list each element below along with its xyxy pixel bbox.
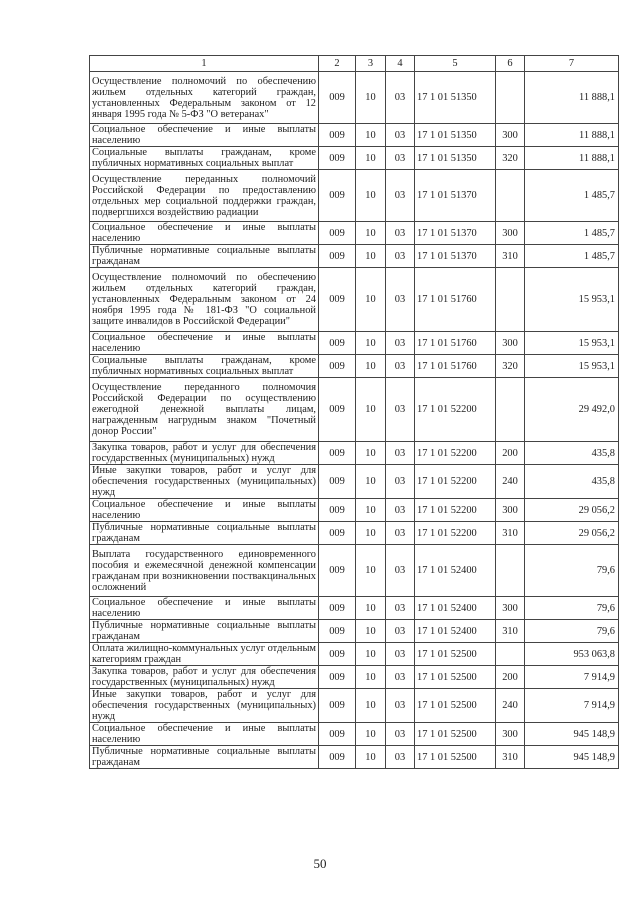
row-name: Публичные нормативные социальные выплаты гражданам [90, 245, 319, 268]
amount-value: 15 953,1 [525, 332, 619, 355]
subsection-code: 03 [386, 222, 415, 245]
expense-type-code: 300 [496, 597, 525, 620]
subsection-code: 03 [386, 499, 415, 522]
section-code: 10 [356, 746, 386, 769]
column-header: 7 [525, 56, 619, 72]
target-article-code: 17 1 01 51350 [415, 72, 496, 124]
column-header: 1 [90, 56, 319, 72]
grbs-code: 009 [319, 124, 356, 147]
row-name: Осуществление переданных полномочий Российской Федерации по предоставлению отдельных мер социальной поддержки граждан, подвергшихся воздействию радиации [90, 170, 319, 222]
row-name: Социальные выплаты гражданам, кроме публичных нормативных социальных выплат [90, 147, 319, 170]
section-code: 10 [356, 245, 386, 268]
section-code: 10 [356, 222, 386, 245]
expense-type-code: 200 [496, 442, 525, 465]
section-code: 10 [356, 268, 386, 332]
row-name: Иные закупки товаров, работ и услуг для обеспечения государственных (муниципальных) нужд [90, 465, 319, 499]
amount-value: 435,8 [525, 442, 619, 465]
amount-value: 945 148,9 [525, 746, 619, 769]
subsection-code: 03 [386, 522, 415, 545]
table-row [90, 378, 619, 442]
grbs-code: 009 [319, 378, 356, 442]
expense-type-code [496, 72, 525, 124]
subsection-code: 03 [386, 378, 415, 442]
subsection-code: 03 [386, 245, 415, 268]
grbs-code: 009 [319, 170, 356, 222]
row-name: Осуществление полномочий по обеспечению жильем отдельных категорий граждан, установленных Федеральным законом от 24 ноября 1995 года № 181-ФЗ "О социальной защите инвалидов в Российской Федерации" [90, 268, 319, 332]
expense-type-code [496, 170, 525, 222]
target-article-code: 17 1 01 52500 [415, 746, 496, 769]
expense-type-code: 200 [496, 666, 525, 689]
expense-type-code: 300 [496, 499, 525, 522]
header-row [90, 56, 619, 72]
amount-value: 79,6 [525, 597, 619, 620]
amount-value: 79,6 [525, 545, 619, 597]
target-article-code: 17 1 01 52200 [415, 442, 496, 465]
grbs-code: 009 [319, 355, 356, 378]
section-code: 10 [356, 499, 386, 522]
table-row [90, 355, 619, 378]
amount-value: 1 485,7 [525, 170, 619, 222]
target-article-code: 17 1 01 51370 [415, 245, 496, 268]
target-article-code: 17 1 01 51370 [415, 170, 496, 222]
grbs-code: 009 [319, 245, 356, 268]
expense-type-code: 310 [496, 522, 525, 545]
subsection-code: 03 [386, 545, 415, 597]
amount-value: 29 056,2 [525, 522, 619, 545]
column-header: 2 [319, 56, 356, 72]
grbs-code: 009 [319, 597, 356, 620]
section-code: 10 [356, 545, 386, 597]
row-name: Социальное обеспечение и иные выплаты населению [90, 499, 319, 522]
grbs-code: 009 [319, 222, 356, 245]
table-row [90, 522, 619, 545]
grbs-code: 009 [319, 442, 356, 465]
amount-value: 1 485,7 [525, 222, 619, 245]
target-article-code: 17 1 01 52200 [415, 378, 496, 442]
amount-value: 7 914,9 [525, 666, 619, 689]
section-code: 10 [356, 465, 386, 499]
table-row [90, 332, 619, 355]
amount-value: 1 485,7 [525, 245, 619, 268]
subsection-code: 03 [386, 666, 415, 689]
table-row [90, 465, 619, 499]
expense-type-code: 300 [496, 222, 525, 245]
subsection-code: 03 [386, 124, 415, 147]
target-article-code: 17 1 01 52500 [415, 689, 496, 723]
subsection-code: 03 [386, 465, 415, 499]
section-code: 10 [356, 597, 386, 620]
budget-table [89, 55, 619, 769]
table-row [90, 620, 619, 643]
table-row [90, 268, 619, 332]
column-header: 6 [496, 56, 525, 72]
section-code: 10 [356, 689, 386, 723]
table-row [90, 689, 619, 723]
table-row [90, 147, 619, 170]
grbs-code: 009 [319, 723, 356, 746]
target-article-code: 17 1 01 51760 [415, 268, 496, 332]
table-row [90, 666, 619, 689]
table-row [90, 222, 619, 245]
target-article-code: 17 1 01 52500 [415, 723, 496, 746]
grbs-code: 009 [319, 545, 356, 597]
column-header: 4 [386, 56, 415, 72]
grbs-code: 009 [319, 72, 356, 124]
subsection-code: 03 [386, 332, 415, 355]
target-article-code: 17 1 01 52200 [415, 499, 496, 522]
grbs-code: 009 [319, 332, 356, 355]
table-row [90, 597, 619, 620]
subsection-code: 03 [386, 147, 415, 170]
target-article-code: 17 1 01 52400 [415, 597, 496, 620]
section-code: 10 [356, 522, 386, 545]
grbs-code: 009 [319, 666, 356, 689]
row-name: Выплата государственного единовременного пособия и ежемесячной денежной компенсации гражданам при возникновении поствакцинальных осложнений [90, 545, 319, 597]
subsection-code: 03 [386, 268, 415, 332]
amount-value: 29 492,0 [525, 378, 619, 442]
expense-type-code [496, 378, 525, 442]
row-name: Публичные нормативные социальные выплаты гражданам [90, 746, 319, 769]
expense-type-code: 320 [496, 147, 525, 170]
grbs-code: 009 [319, 147, 356, 170]
expense-type-code: 300 [496, 124, 525, 147]
expense-type-code: 320 [496, 355, 525, 378]
section-code: 10 [356, 378, 386, 442]
expense-type-code: 310 [496, 620, 525, 643]
target-article-code: 17 1 01 51760 [415, 355, 496, 378]
target-article-code: 17 1 01 52200 [415, 522, 496, 545]
section-code: 10 [356, 442, 386, 465]
expense-type-code: 300 [496, 332, 525, 355]
section-code: 10 [356, 124, 386, 147]
row-name: Оплата жилищно-коммунальных услуг отдельным категориям граждан [90, 643, 319, 666]
section-code: 10 [356, 170, 386, 222]
amount-value: 29 056,2 [525, 499, 619, 522]
row-name: Осуществление переданного полномочия Российской Федерации по осуществлению ежегодной денежной выплаты лицам, награжденным нагрудным знаком "Почетный донор России" [90, 378, 319, 442]
amount-value: 11 888,1 [525, 124, 619, 147]
grbs-code: 009 [319, 522, 356, 545]
row-name: Социальное обеспечение и иные выплаты населению [90, 723, 319, 746]
subsection-code: 03 [386, 442, 415, 465]
expense-type-code [496, 643, 525, 666]
target-article-code: 17 1 01 51760 [415, 332, 496, 355]
subsection-code: 03 [386, 597, 415, 620]
grbs-code: 009 [319, 689, 356, 723]
amount-value: 15 953,1 [525, 268, 619, 332]
target-article-code: 17 1 01 52500 [415, 643, 496, 666]
target-article-code: 17 1 01 52400 [415, 545, 496, 597]
amount-value: 945 148,9 [525, 723, 619, 746]
target-article-code: 17 1 01 52500 [415, 666, 496, 689]
target-article-code: 17 1 01 51350 [415, 124, 496, 147]
amount-value: 11 888,1 [525, 72, 619, 124]
amount-value: 953 063,8 [525, 643, 619, 666]
row-name: Социальное обеспечение и иные выплаты населению [90, 222, 319, 245]
table-row [90, 170, 619, 222]
table-row [90, 124, 619, 147]
row-name: Публичные нормативные социальные выплаты гражданам [90, 620, 319, 643]
grbs-code: 009 [319, 465, 356, 499]
table-row [90, 72, 619, 124]
column-header: 3 [356, 56, 386, 72]
section-code: 10 [356, 643, 386, 666]
expense-type-code: 310 [496, 245, 525, 268]
row-name: Закупка товаров, работ и услуг для обеспечения государственных (муниципальных) нужд [90, 666, 319, 689]
table-row [90, 545, 619, 597]
table-row [90, 245, 619, 268]
amount-value: 435,8 [525, 465, 619, 499]
table-row [90, 643, 619, 666]
section-code: 10 [356, 147, 386, 170]
expense-type-code [496, 268, 525, 332]
subsection-code: 03 [386, 746, 415, 769]
section-code: 10 [356, 666, 386, 689]
section-code: 10 [356, 72, 386, 124]
column-header: 5 [415, 56, 496, 72]
grbs-code: 009 [319, 643, 356, 666]
expense-type-code: 240 [496, 465, 525, 499]
row-name: Осуществление полномочий по обеспечению жильем отдельных категорий граждан, установленных Федеральным законом от 12 января 1995 года № 5-ФЗ "О ветеранах" [90, 72, 319, 124]
section-code: 10 [356, 332, 386, 355]
target-article-code: 17 1 01 51350 [415, 147, 496, 170]
row-name: Социальное обеспечение и иные выплаты населению [90, 332, 319, 355]
target-article-code: 17 1 01 52400 [415, 620, 496, 643]
amount-value: 79,6 [525, 620, 619, 643]
grbs-code: 009 [319, 499, 356, 522]
section-code: 10 [356, 355, 386, 378]
target-article-code: 17 1 01 52200 [415, 465, 496, 499]
expense-type-code: 240 [496, 689, 525, 723]
subsection-code: 03 [386, 643, 415, 666]
row-name: Публичные нормативные социальные выплаты гражданам [90, 522, 319, 545]
table-row [90, 499, 619, 522]
table-row [90, 723, 619, 746]
subsection-code: 03 [386, 723, 415, 746]
target-article-code: 17 1 01 51370 [415, 222, 496, 245]
row-name: Социальное обеспечение и иные выплаты населению [90, 597, 319, 620]
subsection-code: 03 [386, 72, 415, 124]
grbs-code: 009 [319, 746, 356, 769]
expense-type-code: 310 [496, 746, 525, 769]
subsection-code: 03 [386, 355, 415, 378]
page-number: 50 [313, 856, 327, 871]
grbs-code: 009 [319, 268, 356, 332]
row-name: Иные закупки товаров, работ и услуг для обеспечения государственных (муниципальных) нужд [90, 689, 319, 723]
amount-value: 15 953,1 [525, 355, 619, 378]
section-code: 10 [356, 723, 386, 746]
amount-value: 7 914,9 [525, 689, 619, 723]
amount-value: 11 888,1 [525, 147, 619, 170]
table-row [90, 746, 619, 769]
row-name: Закупка товаров, работ и услуг для обеспечения государственных (муниципальных) нужд [90, 442, 319, 465]
row-name: Социальное обеспечение и иные выплаты населению [90, 124, 319, 147]
table-row [90, 442, 619, 465]
grbs-code: 009 [319, 620, 356, 643]
subsection-code: 03 [386, 620, 415, 643]
subsection-code: 03 [386, 170, 415, 222]
subsection-code: 03 [386, 689, 415, 723]
section-code: 10 [356, 620, 386, 643]
expense-type-code [496, 545, 525, 597]
row-name: Социальные выплаты гражданам, кроме публичных нормативных социальных выплат [90, 355, 319, 378]
expense-type-code: 300 [496, 723, 525, 746]
